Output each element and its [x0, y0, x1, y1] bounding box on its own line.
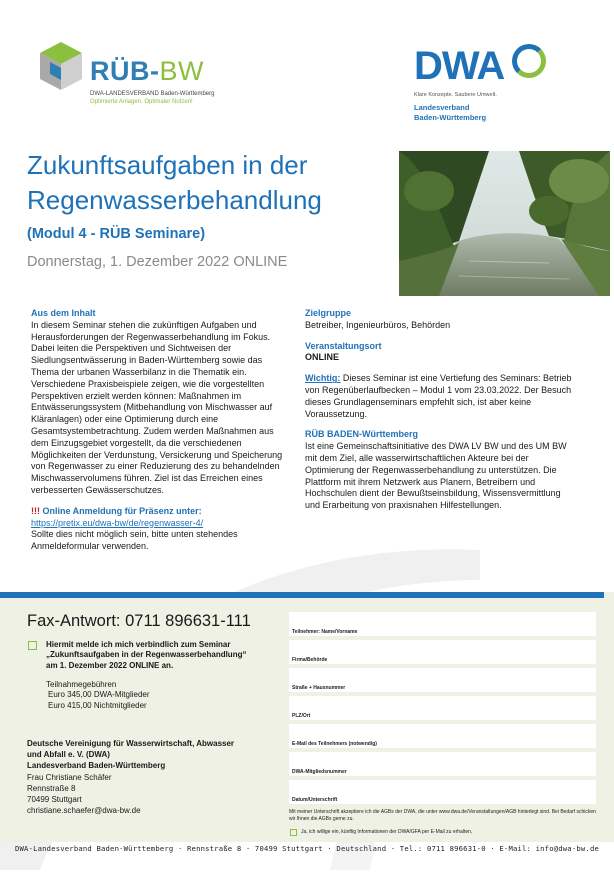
important-label: Wichtig:	[305, 373, 341, 384]
field-email[interactable]	[289, 724, 596, 748]
registration-statement-line3: am 1. Dezember 2022 ONLINE an.	[46, 660, 174, 670]
registration-checkbox[interactable]	[28, 641, 37, 650]
field-email-label: E-Mail des Teilnehmers (notwendig)	[292, 741, 377, 747]
dwa-lv-line2: Baden-Württemberg	[414, 113, 487, 122]
page-footer: DWA-Landesverband Baden-Württemberg · Rennstraße 8 · 70499 Stuttgart · Deutschland · Tel.: 0711 896631-0 · E-Mail: info@dwa-bw.de	[14, 844, 599, 853]
field-company-label: Firma/Behörde	[292, 657, 328, 663]
content-right-column	[305, 308, 575, 512]
cube-icon	[38, 40, 84, 94]
fax-divider	[0, 592, 604, 598]
rub-logo-slogan: Optimierte Anlagen. Optimaler Nutzen!	[90, 99, 193, 105]
field-member-number-label: DWA-Mitgliedsnummer	[292, 769, 347, 775]
content-description: In diesem Seminar stehen die zukünftigen Aufgaben und Herausforderungen der Regenwasserbehandlung im Fokus. Dabei leiten die Perspektiven und Sichtweisen der Siedlungsentwässerung in Baden-Württemberg sowie das Thema der urbanen Wasserbilanz in die Thematik ein. Verschiedene Praxisbeispiele zeigen, wie die vorgestellten Perspektiven erzielt werden können: Maßnahmen im Entwässerungssystem (Mitbehandlung von Mischwasser auf Kläranlagen) oder eine Optimierung durch eine Gesamtsystembetrachtung. Zudem werden Maßnahmen aus dem Einzugsgebiet vorgestellt, da die verschiedenen Möglichkeiten der Verdunstung, Versickerung und Speicherung von Regenwasser zu einer Reduzierung des zu behandelnden Mischwasservolumens führen. Ziel ist das Erreichen eines verbesserten Gewässerschutzes.	[31, 319, 283, 495]
organizer-address	[27, 738, 287, 816]
rub-description: Ist eine Gemeinschaftsinitiative des DWA LV BW und des UM BW mit dem Ziel, alle wasserwirtschaftlichen Akteure bei der Optimierung der Regenwasserbehandlung zu unterstützen. Die Plattform mit ihrem Netzwerk aus Planern, Betreibern und Hochschulen dient der Bewußtseinsbildung, Wissensvermittlung und Erarbeitung von praxisnahen Hilfestellungen.	[305, 441, 567, 511]
registration-link[interactable]: https://pretix.eu/dwa-bw/de/regenwasser-4/	[31, 517, 204, 528]
dwa-logo-name: DWA	[414, 44, 505, 88]
field-city-label: PLZ/Ort	[292, 713, 311, 719]
fee-nonmembers: Euro 415,00 Nichtmitglieder	[48, 700, 147, 710]
rub-logo-name: RÜB-	[90, 56, 160, 86]
org-city: 70499 Stuttgart	[27, 795, 82, 805]
page-title: Zukunftsaufgaben in der Regenwasserbehandlung	[27, 150, 322, 215]
registration-statement-line2: „Zukunftsaufgaben in der Regenwasserbehandlung“	[46, 650, 247, 660]
registration-form	[289, 612, 596, 807]
terms-note: Mit meiner Unterschrift akzeptiere ich die AGBs der DWA, die unter www.dwa.de/Veranstaltungen/AGB hinterlegt sind. Bei Bedarf schicken wir Ihnen die AGBs gerne zu.	[289, 809, 596, 822]
field-street-label: Straße + Hausnummer	[292, 685, 346, 691]
fees-heading: Teilnahmegebühren	[46, 680, 117, 689]
consent-text: Ja, ich willige ein, künftig Informationen der DWA/GFA per E-Mail zu erhalten.	[301, 829, 473, 835]
dwa-logo-slogan: Klare Konzepte. Saubere Umwelt.	[414, 92, 497, 98]
field-city[interactable]	[289, 696, 596, 720]
registration-heading	[31, 506, 291, 518]
field-date-signature-label: Datum/Unterschrift	[292, 797, 338, 803]
venue-text: ONLINE	[305, 352, 340, 363]
event-date: Donnerstag, 1. Dezember 2022 ONLINE	[27, 254, 288, 270]
rub-logo-bw: BW	[159, 56, 204, 86]
dwa-logo-landesverband	[414, 103, 486, 123]
river-photo	[399, 151, 610, 296]
org-contact: Frau Christiane Schäfer	[27, 772, 112, 782]
rub-logo-subtitle: DWA-LANDESVERBAND Baden-Württemberg	[90, 91, 215, 97]
org-name-2: und Abfall e. V. (DWA)	[27, 750, 110, 760]
fax-title: Fax-Antwort: 0711 896631-111	[27, 612, 251, 630]
field-street[interactable]	[289, 668, 596, 692]
fees-block	[46, 680, 246, 711]
registration-heading-text: Online Anmeldung für Präsenz unter:	[40, 505, 202, 516]
registration-note: Sollte dies nicht möglich sein, bitte unten stehendes Anmeldeformular verwenden.	[31, 529, 238, 552]
registration-statement	[46, 640, 286, 671]
alert-marker: !!!	[31, 505, 40, 516]
field-company[interactable]	[289, 640, 596, 664]
important-note	[305, 373, 575, 420]
registration-statement-line1: Hiermit melde ich mich verbindlich zum Seminar	[46, 640, 231, 649]
org-email[interactable]: christiane.schaefer@dwa-bw.de	[27, 806, 141, 816]
ring-icon	[512, 44, 546, 78]
dwa-lv-line1: Landesverband	[414, 103, 470, 112]
field-name[interactable]	[289, 612, 596, 636]
content-left-column	[31, 308, 291, 553]
org-name-3: Landesverband Baden-Württemberg	[27, 761, 166, 771]
org-street: Rennstraße 8	[27, 783, 76, 793]
section-heading-target-group: Zielgruppe	[305, 308, 352, 318]
field-member-number[interactable]	[289, 752, 596, 776]
page-subtitle: (Modul 4 - RÜB Seminare)	[27, 226, 206, 242]
rub-bw-logo	[38, 38, 238, 108]
field-date-signature[interactable]	[289, 780, 596, 804]
field-name-label: Teilnehmer: Name/Vorname	[292, 629, 358, 635]
section-heading-content: Aus dem Inhalt	[31, 308, 96, 318]
fee-members: Euro 345,00 DWA-Mitglieder	[48, 690, 150, 700]
dwa-logo	[414, 40, 564, 130]
target-group-text: Betreiber, Ingenieurbüros, Behörden	[305, 319, 451, 330]
consent-checkbox[interactable]	[290, 829, 297, 836]
section-heading-venue: Veranstaltungsort	[305, 340, 382, 351]
org-name-1: Deutsche Vereinigung für Wasserwirtschaft, Abwasser	[27, 739, 235, 748]
important-text: Dieses Seminar ist eine Vertiefung des Seminars: Betrieb von Regenüberlaufbecken – Modul 1 vom 23.03.2022. Der Besuch dieses Grundlagenseminars empfehlt sich, ist aber keine Voraussetzung.	[305, 373, 572, 419]
section-heading-rub: RÜB BADEN-Württemberg	[305, 429, 418, 440]
